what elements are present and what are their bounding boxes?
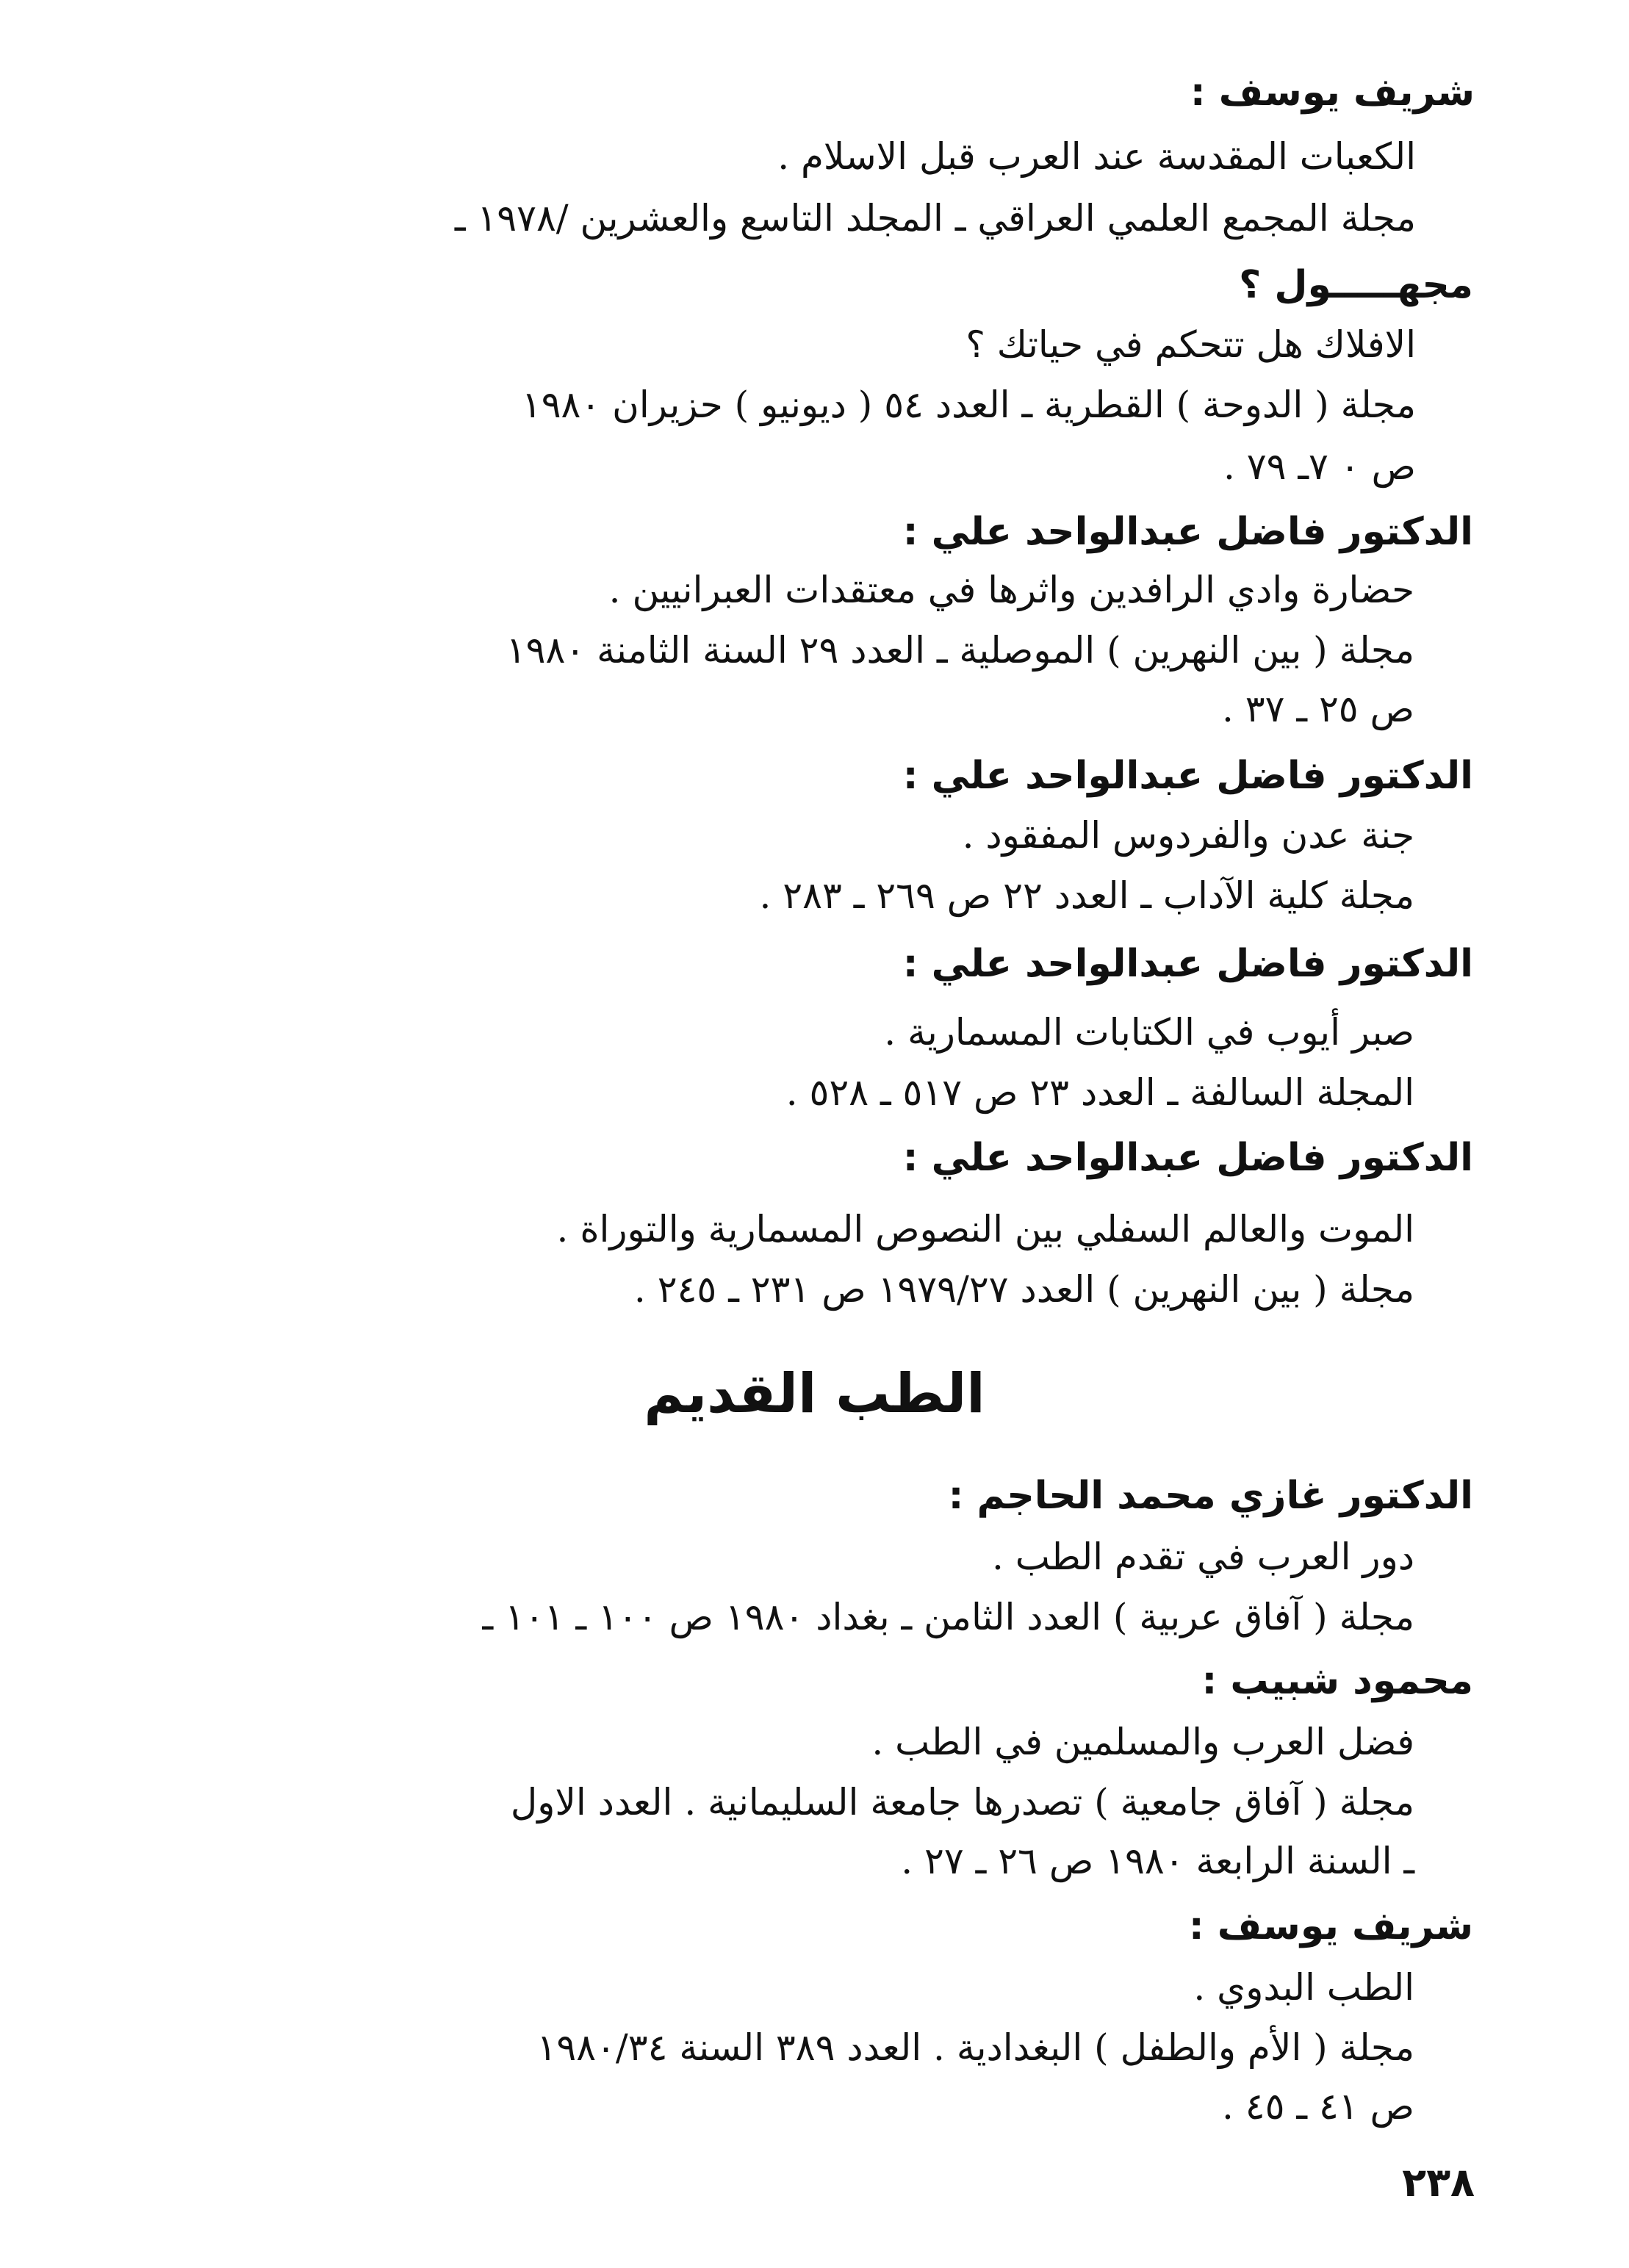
entry-title: الموت والعالم السفلي بين النصوص المسمارية والتوراة . [556,1208,1414,1250]
entry-title: دور العرب في تقدم الطب . [991,1536,1414,1578]
entry-author: الدكتور فاضل عبدالواحد علي : [902,1136,1473,1180]
entry-source: مجلة كلية الآداب ـ العدد ٢٢ ص ٢٦٩ ـ ٢٨٣ . [759,874,1414,917]
entry-source: مجلة ( بين النهرين ) العدد ١٩٧٩/٢٧ ص ٢٣١ ـ ٢٤٥ . [633,1268,1414,1311]
entry-author: مجهـــــول ؟ [1239,263,1473,307]
entry-author: الدكتور فاضل عبدالواحد علي : [902,754,1473,798]
entry-author: محمود شبيب : [1201,1659,1473,1703]
entry-title: حضارة وادي الرافدين واثرها في معتقدات العبرانيين . [608,569,1414,611]
entry-source-continued: ـ السنة الرابعة ١٩٨٠ ص ٢٦ ـ ٢٧ . [901,1840,1414,1882]
page-number: ٢٣٨ [1402,2159,1475,2206]
entry-title: الطب البدوي . [1193,1966,1414,2009]
entry-source: مجلة المجمع العلمي العراقي ـ المجلد التاسع والعشرين /١٩٧٨ ـ [454,197,1416,240]
entry-title: صبر أيوب في الكتابات المسمارية . [884,1011,1414,1054]
entry-source: مجلة ( آفاق جامعية ) تصدرها جامعة السليمانية . العدد الاول [510,1781,1414,1824]
entry-source: مجلة ( بين النهرين ) الموصلية ـ العدد ٢٩ السنة الثامنة ١٩٨٠ [506,629,1414,672]
entry-source-pages: ص ٠ ٧ـ ٧٩ . [1223,445,1416,488]
entry-author: الدكتور فاضل عبدالواحد علي : [902,942,1473,986]
entry-source-pages: ص ٤١ ـ ٤٥ . [1221,2085,1414,2128]
entry-source: مجلة ( آفاق عربية ) العدد الثامن ـ بغداد ١٩٨٠ ص ١٠٠ ـ ١٠١ ـ [482,1596,1414,1638]
entry-author: شريف يوسف : [1190,71,1475,115]
section-heading: الطب القديم [644,1362,985,1425]
entry-title: فضل العرب والمسلمين في الطب . [871,1721,1414,1763]
entry-author: الدكتور فاضل عبدالواحد علي : [902,510,1473,554]
entry-source-pages: ص ٢٥ ـ ٣٧ . [1221,688,1414,730]
entry-source: مجلة ( الدوحة ) القطرية ـ العدد ٥٤ ( ديونيو ) حزيران ١٩٨٠ [521,384,1416,426]
entry-source: مجلة ( الأم والطفل ) البغدادية . العدد ٣٨٩ السنة ١٩٨٠/٣٤ [536,2026,1414,2069]
entry-title: جنة عدن والفردوس المفقود . [962,814,1414,857]
entry-source: المجلة السالفة ـ العدد ٢٣ ص ٥١٧ ـ ٥٢٨ . [785,1071,1414,1114]
entry-author: الدكتور غازي محمد الحاجم : [948,1474,1473,1518]
entry-title: الافلاك هل تتحكم في حياتك ؟ [965,323,1416,366]
entry-author: شريف يوسف : [1188,1904,1473,1948]
entry-title: الكعبات المقدسة عند العرب قبل الاسلام . [777,135,1416,178]
